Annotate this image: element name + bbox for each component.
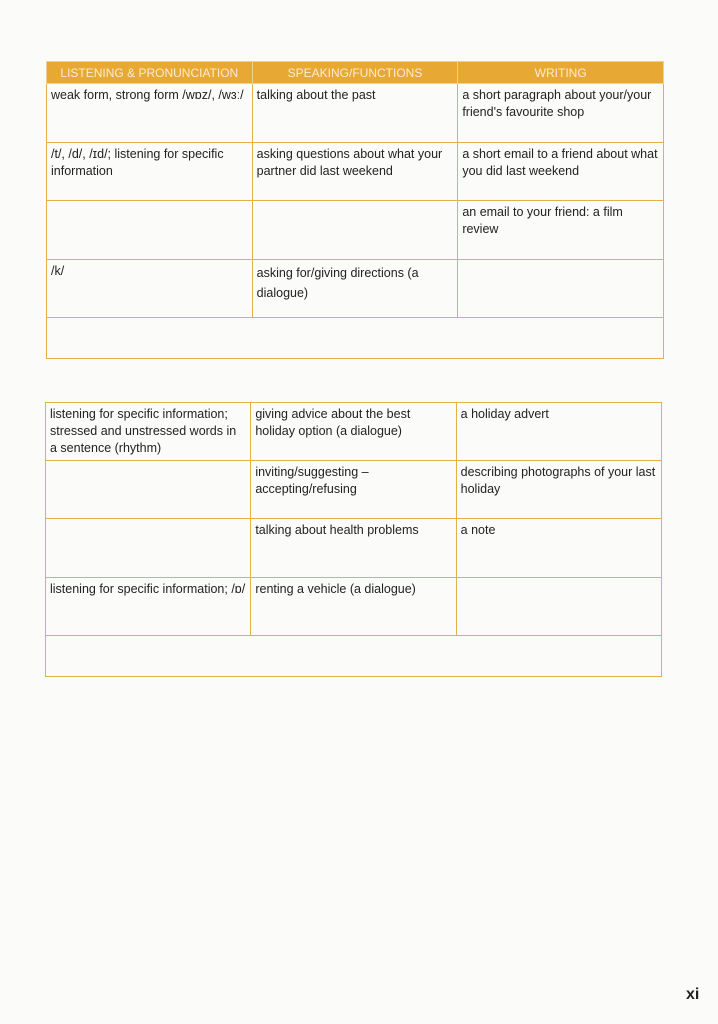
empty-cell bbox=[47, 318, 664, 359]
cell: /t/, /d/, /ɪd/; listening for specific information bbox=[47, 143, 253, 201]
cell: a short email to a friend about what you did last weekend bbox=[458, 143, 664, 201]
cell bbox=[252, 201, 458, 260]
cell bbox=[46, 461, 251, 519]
cell bbox=[458, 260, 664, 318]
empty-row bbox=[46, 636, 662, 677]
table-row bbox=[47, 201, 664, 260]
header-listening: LISTENING & PRONUNCIATION bbox=[47, 62, 253, 84]
cell: an email to your friend: a film review bbox=[458, 201, 664, 260]
cell: weak form, strong form /wɒz/, /wɜː/ bbox=[47, 84, 253, 143]
cell bbox=[46, 519, 251, 578]
table-row bbox=[47, 84, 664, 143]
empty-cell bbox=[46, 636, 662, 677]
cell: listening for specific information; /ɒ/ bbox=[46, 578, 251, 636]
header-row bbox=[47, 62, 664, 84]
cell: describing photographs of your last holiday bbox=[456, 461, 661, 519]
cell: inviting/suggesting – accepting/refusing bbox=[251, 461, 456, 519]
cell: a short paragraph about your/your friend's favourite shop bbox=[458, 84, 664, 143]
table-row bbox=[46, 519, 662, 578]
table-row bbox=[46, 403, 662, 461]
header-writing: WRITING bbox=[458, 62, 664, 84]
cell: a holiday advert bbox=[456, 403, 661, 461]
cell: giving advice about the best holiday option (a dialogue) bbox=[251, 403, 456, 461]
table-row bbox=[46, 461, 662, 519]
table-row bbox=[47, 260, 664, 318]
cell: listening for specific information; stressed and unstressed words in a sentence (rhythm) bbox=[46, 403, 251, 461]
cell bbox=[456, 578, 661, 636]
table-row bbox=[46, 578, 662, 636]
page-number: xi bbox=[686, 986, 700, 1003]
cell: talking about health problems bbox=[251, 519, 456, 578]
table-row bbox=[47, 143, 664, 201]
header-speaking: SPEAKING/FUNCTIONS bbox=[252, 62, 458, 84]
empty-row bbox=[47, 318, 664, 359]
cell: /k/ bbox=[47, 260, 253, 318]
cell: asking questions about what your partner did last weekend bbox=[252, 143, 458, 201]
cell bbox=[47, 201, 253, 260]
cell: talking about the past bbox=[252, 84, 458, 143]
cell: asking for/giving directions (a dialogue) bbox=[252, 260, 458, 318]
syllabus-table-1 bbox=[46, 61, 664, 359]
cell: a note bbox=[456, 519, 661, 578]
cell: renting a vehicle (a dialogue) bbox=[251, 578, 456, 636]
syllabus-table-2 bbox=[45, 402, 662, 677]
